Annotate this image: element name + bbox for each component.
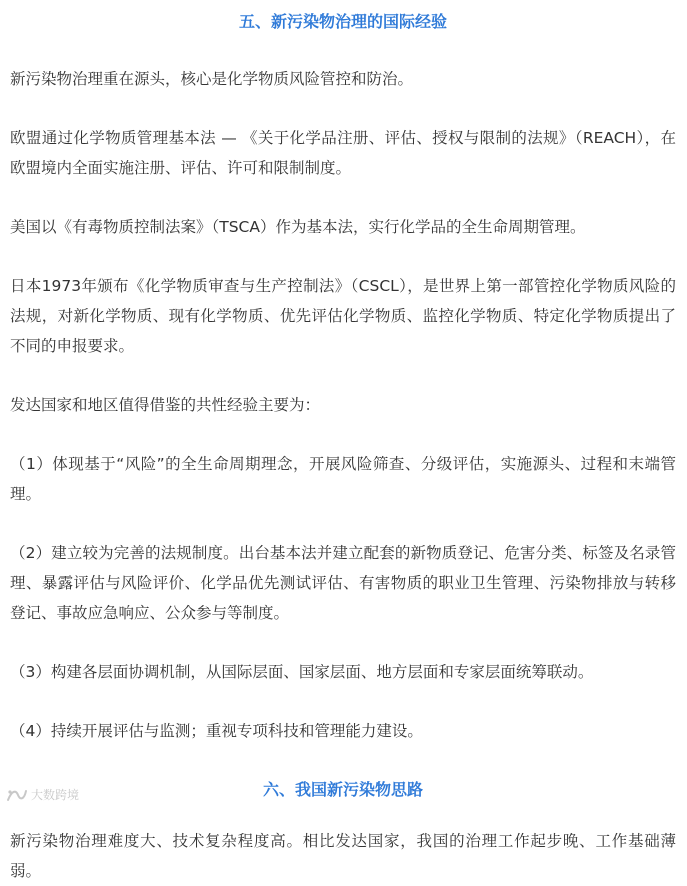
paragraph-china-status: 新污染物治理难度大、技术复杂程度高。相比发达国家，我国的治理工作起步晚、工作基础薄弱。 — [10, 832, 676, 880]
section-5-heading: 五、新污染物治理的国际经验 — [238, 12, 447, 31]
paragraph-intro: 新污染物治理重在源头，核心是化学物质风险管控和防治。 — [10, 70, 414, 88]
brand-logo-icon — [6, 788, 28, 802]
list-item-4: （4）持续开展评估与监测；重视专项科技和管理能力建设。 — [10, 722, 423, 740]
list-item-2: （2）建立较为完善的法规制度。出台基本法并建立配套的新物质登记、危害分类、标签及名录管理、暴露评估与风险评价、化学品优先测试评估、有害物质的职业卫生管理、污染物排放与转移登记、事故应急响应、公众参与等制度。 — [10, 544, 676, 622]
list-item-3: （3）构建各层面协调机制，从国际层面、国家层面、地方层面和专家层面统筹联动。 — [10, 663, 594, 681]
watermark-text: 大数跨境 — [31, 788, 80, 802]
section-6-heading: 六、我国新污染物思路 — [262, 780, 423, 799]
paragraph-eu-reach: 欧盟通过化学物质管理基本法 — 《关于化学品注册、评估、授权与限制的法规》（REACH），在欧盟境内全面实施注册、评估、许可和限制制度。 — [10, 129, 676, 177]
watermark — [6, 786, 79, 803]
paragraph-japan-cscl: 日本1973年颁布《化学物质审查与生产控制法》（CSCL），是世界上第一部管控化学物质风险的法规，对新化学物质、现有化学物质、优先评估化学物质、监控化学物质、特定化学物质提出了不同的申报要求。 — [10, 277, 676, 355]
paragraph-us-tsca: 美国以《有毒物质控制法案》（TSCA）作为基本法，实行化学品的全生命周期管理。 — [10, 218, 586, 236]
article-body — [10, 0, 676, 886]
paragraph-common-experience: 发达国家和地区值得借鉴的共性经验主要为： — [10, 396, 321, 414]
list-item-1: （1）体现基于“风险”的全生命周期理念，开展风险筛查、分级评估，实施源头、过程和末端管理。 — [10, 455, 676, 503]
